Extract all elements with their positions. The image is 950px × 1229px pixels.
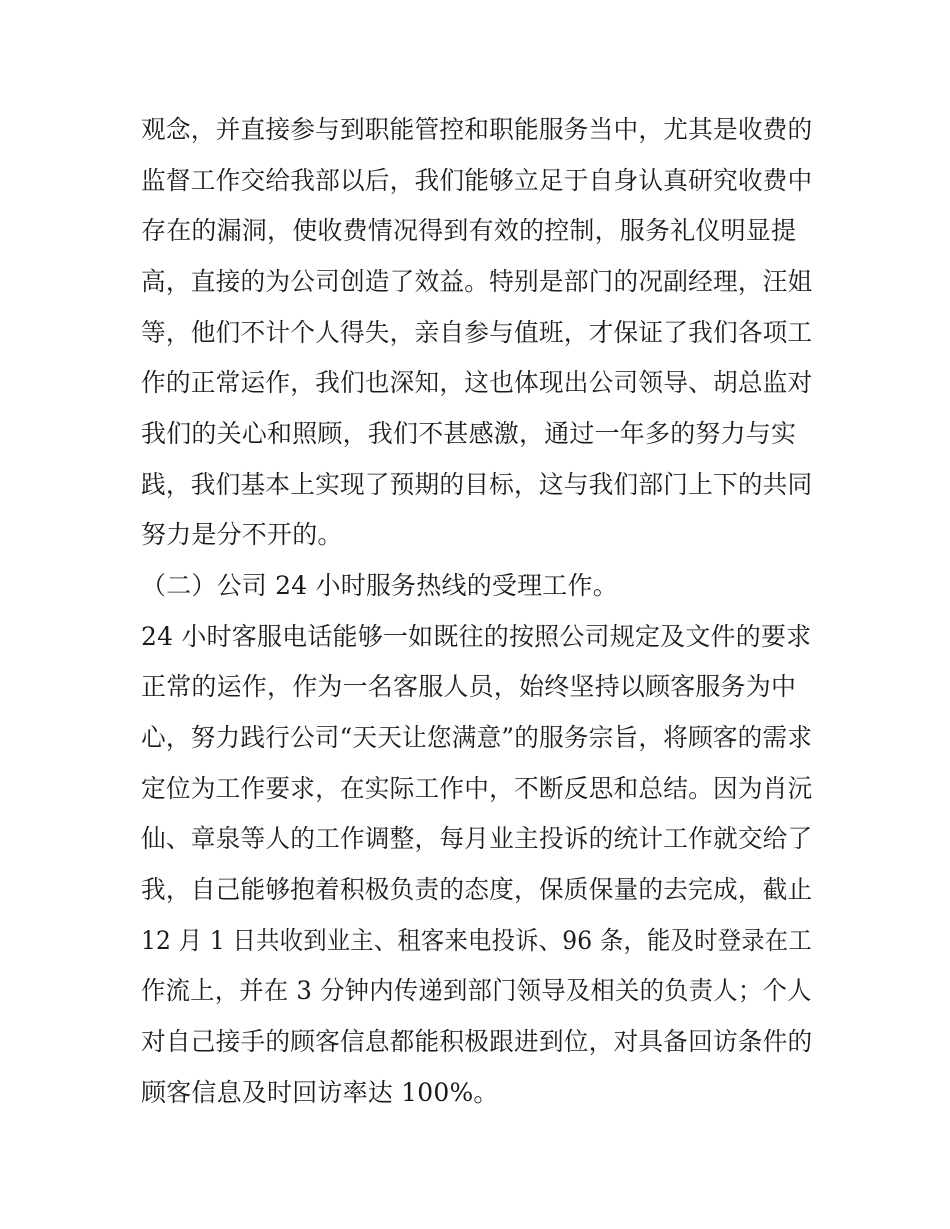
paragraph-line: 努力是分不开的。 (141, 520, 343, 549)
paragraph-line: 12 月 1 日共收到业主、租客来电投诉、96 条，能及时登录在工 (141, 926, 812, 955)
section-heading: （二）公司 24 小时服务热线的受理工作。 (141, 571, 618, 600)
paragraph-line: 等，他们不计个人得失，亲自参与值班，才保证了我们各项工 (141, 318, 813, 347)
paragraph-line: 正常的运作，作为一名客服人员，始终坚持以顾客服务为中 (141, 672, 797, 701)
paragraph-line: 我，自己能够抱着积极负责的态度，保质保量的去完成，截止 (141, 875, 813, 904)
paragraph-line: 存在的漏洞，使收费情况得到有效的控制，服务礼仪明显提 (141, 216, 797, 245)
paragraph-line: 高，直接的为公司创造了效益。特别是部门的况副经理，汪姐 (141, 267, 813, 296)
paragraph-line: 顾客信息及时回访率达 100%。 (141, 1078, 499, 1107)
paragraph-line: 践，我们基本上实现了预期的目标，这与我们部门上下的共同 (141, 470, 813, 499)
paragraph-line: 定位为工作要求，在实际工作中，不断反思和总结。因为肖沅 (141, 774, 813, 803)
paragraph-line: 作流上，并在 3 分钟内传递到部门领导及相关的负责人；个人 (141, 976, 812, 1005)
paragraph-line: 观念，并直接参与到职能管控和职能服务当中，尤其是收费的 (141, 115, 813, 144)
paragraph-line: 监督工作交给我部以后，我们能够立足于自身认真研究收费中 (141, 166, 813, 195)
paragraph-line: 作的正常运作，我们也深知，这也体现出公司领导、胡总监对 (141, 368, 813, 397)
paragraph-line: 我们的关心和照顾，我们不甚感激，通过一年多的努力与实 (141, 419, 797, 448)
paragraph-line: 24 小时客服电话能够一如既往的按照公司规定及文件的要求 (141, 622, 812, 651)
paragraph-line: 仙、章泉等人的工作调整，每月业主投诉的统计工作就交给了 (141, 824, 813, 853)
paragraph-line: 心，努力践行公司“天天让您满意”的服务宗旨，将顾客的需求 (141, 723, 813, 752)
paragraph-line: 对自己接手的顾客信息都能积极跟进到位，对具备回访条件的 (141, 1027, 813, 1056)
